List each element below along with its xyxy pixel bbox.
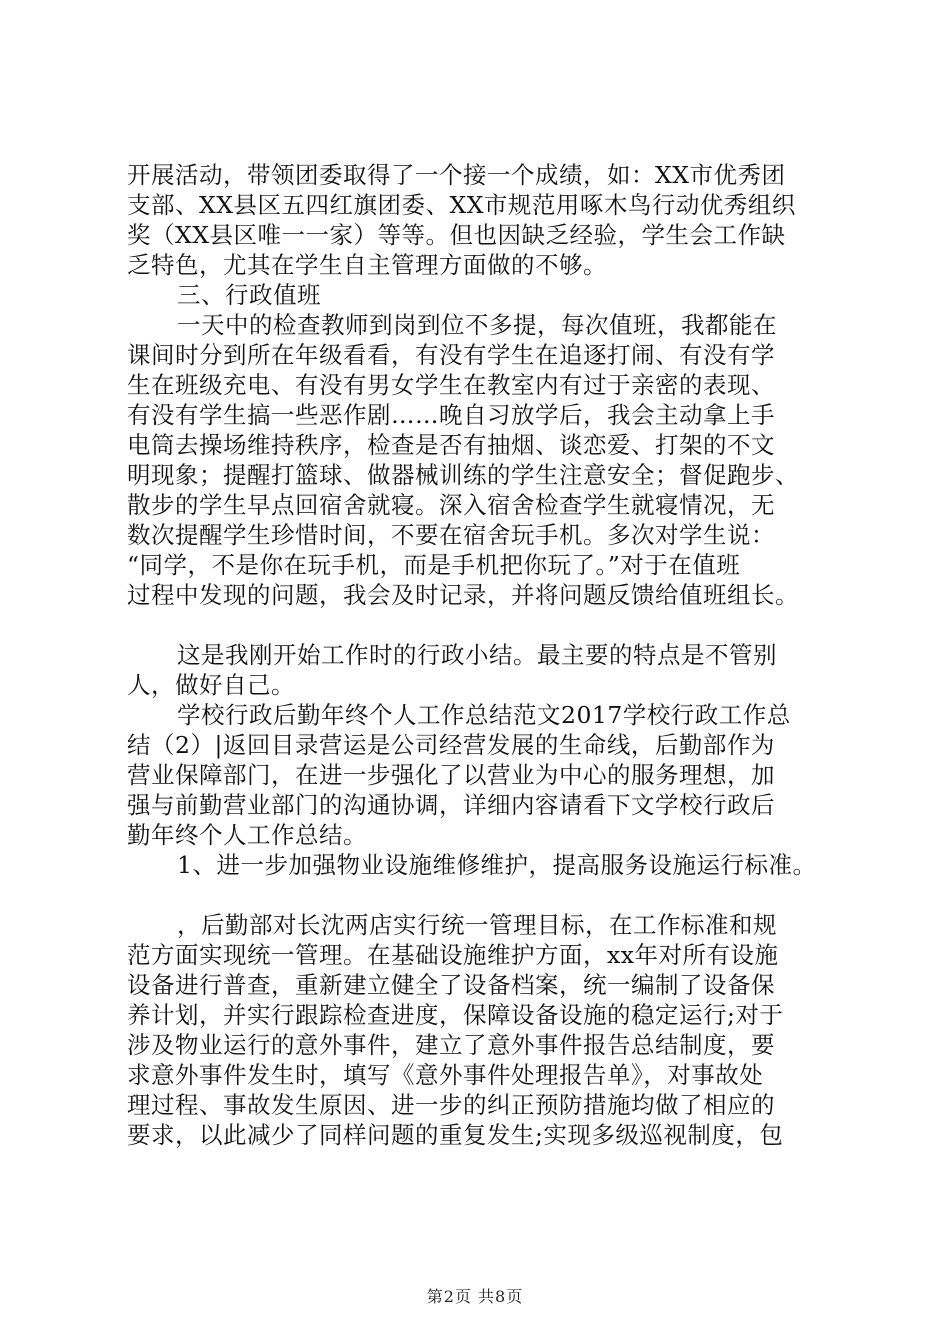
text-line: 有没有学生搞一些恶作剧……晚自习放学后，我会主动拿上手	[127, 401, 775, 429]
paragraph-gap	[127, 610, 847, 640]
text-line: 要求，以此减少了同样问题的重复发生;实现多级巡视制度，包	[127, 1121, 784, 1149]
text-line: 设备进行普查，重新建立健全了设备档案，统一编制了设备保	[127, 971, 775, 999]
text-line: 过程中发现的问题，我会及时记录，并将问题反馈给值班组长。	[127, 581, 799, 609]
text-line: 散步的学生早点回宿舍就寝。深入宿舍检查学生就寝情况，无	[127, 491, 775, 519]
text-line: 人，做好自己。	[127, 671, 295, 699]
section-heading: 三、行政值班	[177, 281, 321, 309]
text-line: 勤年终个人工作总结。	[127, 821, 367, 849]
text-line: 支部、XX县区五四红旗团委、XX市规范用啄木鸟行动优秀组织	[127, 191, 796, 219]
paragraph-gap	[127, 880, 847, 910]
text-line: 乏特色，尤其在学生自主管理方面做的不够。	[127, 251, 607, 279]
text-line: ，后勤部对长沈两店实行统一管理目标，在工作标准和规	[177, 911, 777, 939]
section-heading: 1、进一步加强物业设施维修维护，提高服务设施运行标准。	[177, 851, 817, 879]
text-line: 明现象；提醒打篮球、做器械训练的学生注意安全；督促跑步、	[127, 461, 799, 489]
text-line: “同学，不是你在玩手机，而是手机把你玩了。”对于在值班	[127, 551, 741, 579]
text-line: 范方面实现统一管理。在基础设施维护方面，xx年对所有设施	[127, 941, 779, 969]
text-line: 一天中的检查教师到岗到位不多提，每次值班，我都能在	[177, 311, 777, 339]
text-line: 求意外事件发生时，填写《意外事件处理报告单》，对事故处	[127, 1061, 764, 1089]
text-line: 生在班级充电、有没有男女学生在教室内有过于亲密的表现、	[127, 371, 775, 399]
text-line: 课间时分到所在年级看看，有没有学生在追逐打闹、有没有学	[127, 341, 775, 369]
text-line: 强与前勤营业部门的沟通协调，详细内容请看下文学校行政后	[127, 791, 775, 819]
text-line: 结（2）|返回目录营运是公司经营发展的生命线，后勤部作为	[127, 731, 775, 759]
text-line: 数次提醒学生珍惜时间，不要在宿舍玩手机。多次对学生说：	[127, 521, 775, 549]
text-line: 电筒去操场维持秩序，检查是否有抽烟、谈恋爱、打架的不文	[127, 431, 775, 459]
text-line: 奖（XX县区唯一一家）等等。但也因缺乏经验，学生会工作缺	[127, 221, 786, 249]
text-line: 涉及物业运行的意外事件，建立了意外事件报告总结制度，要	[127, 1031, 775, 1059]
text-line: 理过程、事故发生原因、进一步的纠正预防措施均做了相应的	[127, 1091, 775, 1119]
text-line: 开展活动，带领团委取得了一个接一个成绩，如：XX市优秀团	[127, 161, 786, 189]
page-number: 第2页 共8页	[426, 1287, 524, 1306]
text-line: 这是我刚开始工作时的行政小结。最主要的特点是不管别	[177, 641, 777, 669]
text-line: 学校行政后勤年终个人工作总结范文2017学校行政工作总	[177, 701, 791, 729]
text-line: 养计划，并实行跟踪检查进度，保障设备设施的稳定运行;对于	[127, 1001, 784, 1029]
text-line: 营业保障部门，在进一步强化了以营业为中心的服务理想，加	[127, 761, 775, 789]
document-body	[127, 160, 847, 1150]
